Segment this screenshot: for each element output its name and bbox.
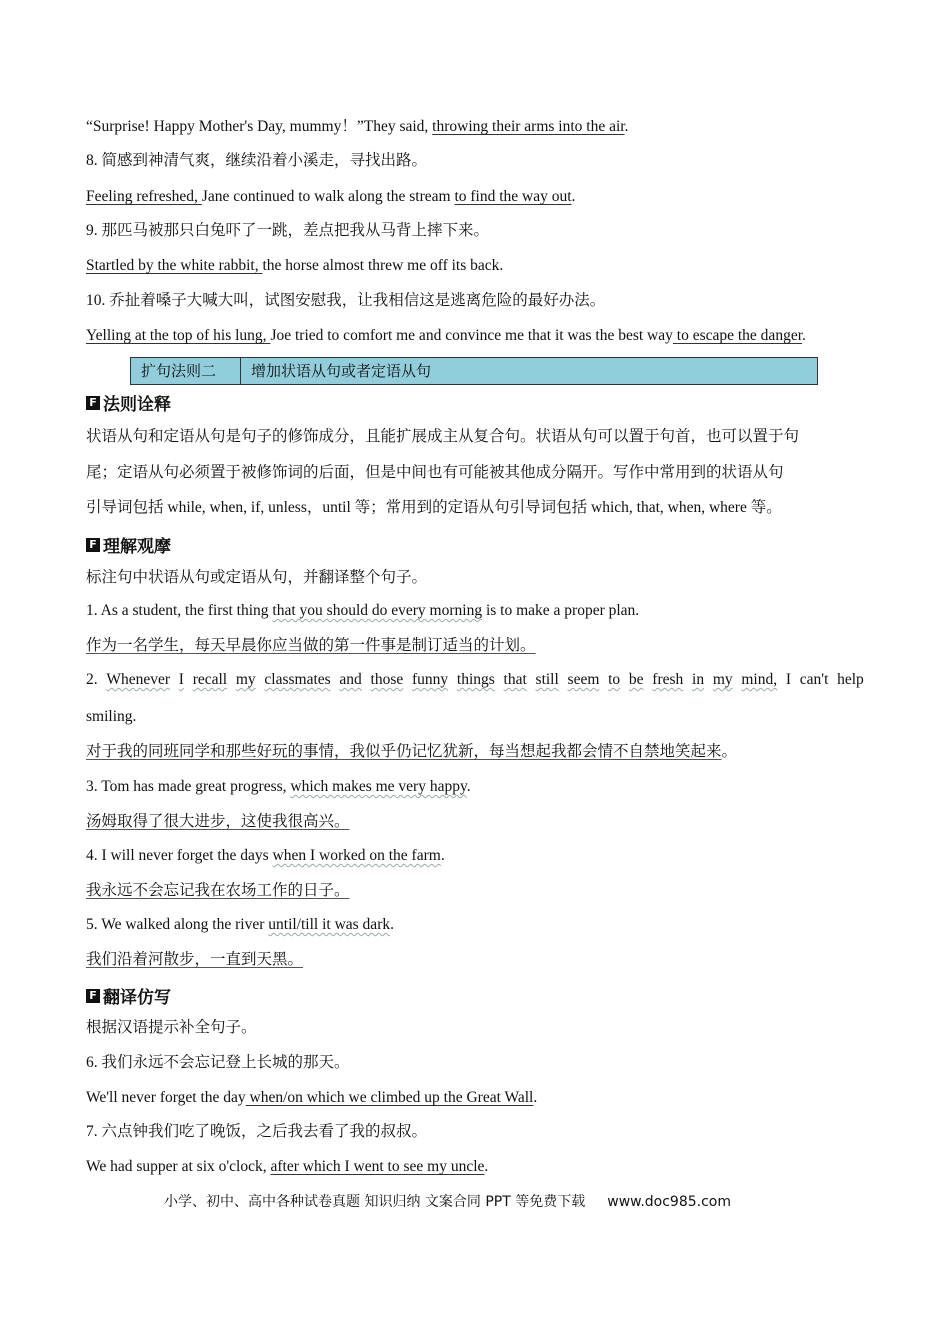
footer-url[interactable]: www.doc985.com [607, 1194, 731, 1210]
answer-line-prev: “Surprise! Happy Mother's Day, mummy！”They said, throwing their arms into the air. [86, 118, 629, 135]
page-footer [164, 1191, 731, 1211]
footer-text: 小学、初中、高中各种试卷真题 知识归纳 文案合同 PPT 等免费下载 [164, 1194, 586, 1210]
example-2-translation: 对于我的同班同学和那些好玩的事情，我似乎仍记忆犹新，每当想起我都会情不自禁地笑起来。 [86, 743, 738, 760]
question-9: 9. 那匹马被那只白兔吓了一跳，差点把我从马背上摔下来。 [86, 222, 490, 239]
answer-8: Feeling refreshed, Jane continued to walk along the stream to find the way out. [86, 188, 576, 205]
example-5: 5. We walked along the river until/till it was dark. [86, 916, 394, 933]
rule-header-box [130, 357, 818, 385]
example-5-translation: 我们沿着河散步，一直到天黑。 [86, 951, 304, 968]
answer-9: Startled by the white rabbit, the horse almost threw me off its back. [86, 257, 504, 274]
section-f-icon: F [86, 989, 100, 1003]
example-1: 1. As a student, the first thing that you should do every morning is to make a proper plan. [86, 602, 640, 619]
rule-title: 增加状语从句或者定语从句 [251, 362, 432, 380]
question-10: 10. 乔扯着嗓子大喊大叫，试图安慰我，让我相信这是逃离危险的最好办法。 [86, 292, 606, 309]
explain-line: 状语从句和定语从句是句子的修饰成分，且能扩展成主从复合句。状语从句可以置于句首，也可以置于句 [86, 428, 800, 445]
answer-7: We had supper at six o'clock, after which I went to see my uncle. [86, 1158, 489, 1175]
section-heading-observe: F 理解观摩 [86, 532, 171, 557]
rule-label: 扩句法则二 [131, 358, 241, 384]
explain-line: 尾；定语从句必须置于被修饰词的后面，但是中间也有可能被其他成分隔开。写作中常用到的状语从句 [86, 464, 784, 481]
observe-instruction: 标注句中状语从句或定语从句，并翻译整个句子。 [86, 569, 428, 586]
answer-6: We'll never forget the day when/on which we climbed up the Great Wall. [86, 1089, 538, 1106]
question-8: 8. 简感到神清气爽，继续沿着小溪走，寻找出路。 [86, 152, 428, 169]
section-heading-explain: F 法则诠释 [86, 390, 171, 415]
explain-line: 引导词包括 while, when, if, unless，until 等；常用到的定语从句引导词包括 which, that, when, where 等。 [86, 499, 782, 516]
answer-10: Yelling at the top of his lung, Joe tried to comfort me and convince me that it was the best way to escape the danger. [86, 327, 806, 344]
question-7: 7. 六点钟我们吃了晚饭，之后我去看了我的叔叔。 [86, 1123, 428, 1140]
example-2: 2. Whenever I recall my classmates and those funny things that still seem to be fresh in my mind, I can't help [86, 671, 864, 688]
example-3-translation: 汤姆取得了很大进步，这使我很高兴。 [86, 813, 350, 830]
section-f-icon: F [86, 538, 100, 552]
example-3: 3. Tom has made great progress, which makes me very happy. [86, 778, 471, 795]
example-1-translation: 作为一名学生，每天早晨你应当做的第一件事是制订适当的计划。 [86, 637, 536, 654]
section-heading-translate: F 翻译仿写 [86, 983, 171, 1008]
example-4-translation: 我永远不会忘记我在农场工作的日子。 [86, 882, 350, 899]
question-6: 6. 我们永远不会忘记登上长城的那天。 [86, 1054, 350, 1071]
example-4: 4. I will never forget the days when I worked on the farm. [86, 847, 445, 864]
example-2-cont: smiling. [86, 708, 137, 725]
section-f-icon: F [86, 396, 100, 410]
translate-instruction: 根据汉语提示补全句子。 [86, 1019, 257, 1036]
